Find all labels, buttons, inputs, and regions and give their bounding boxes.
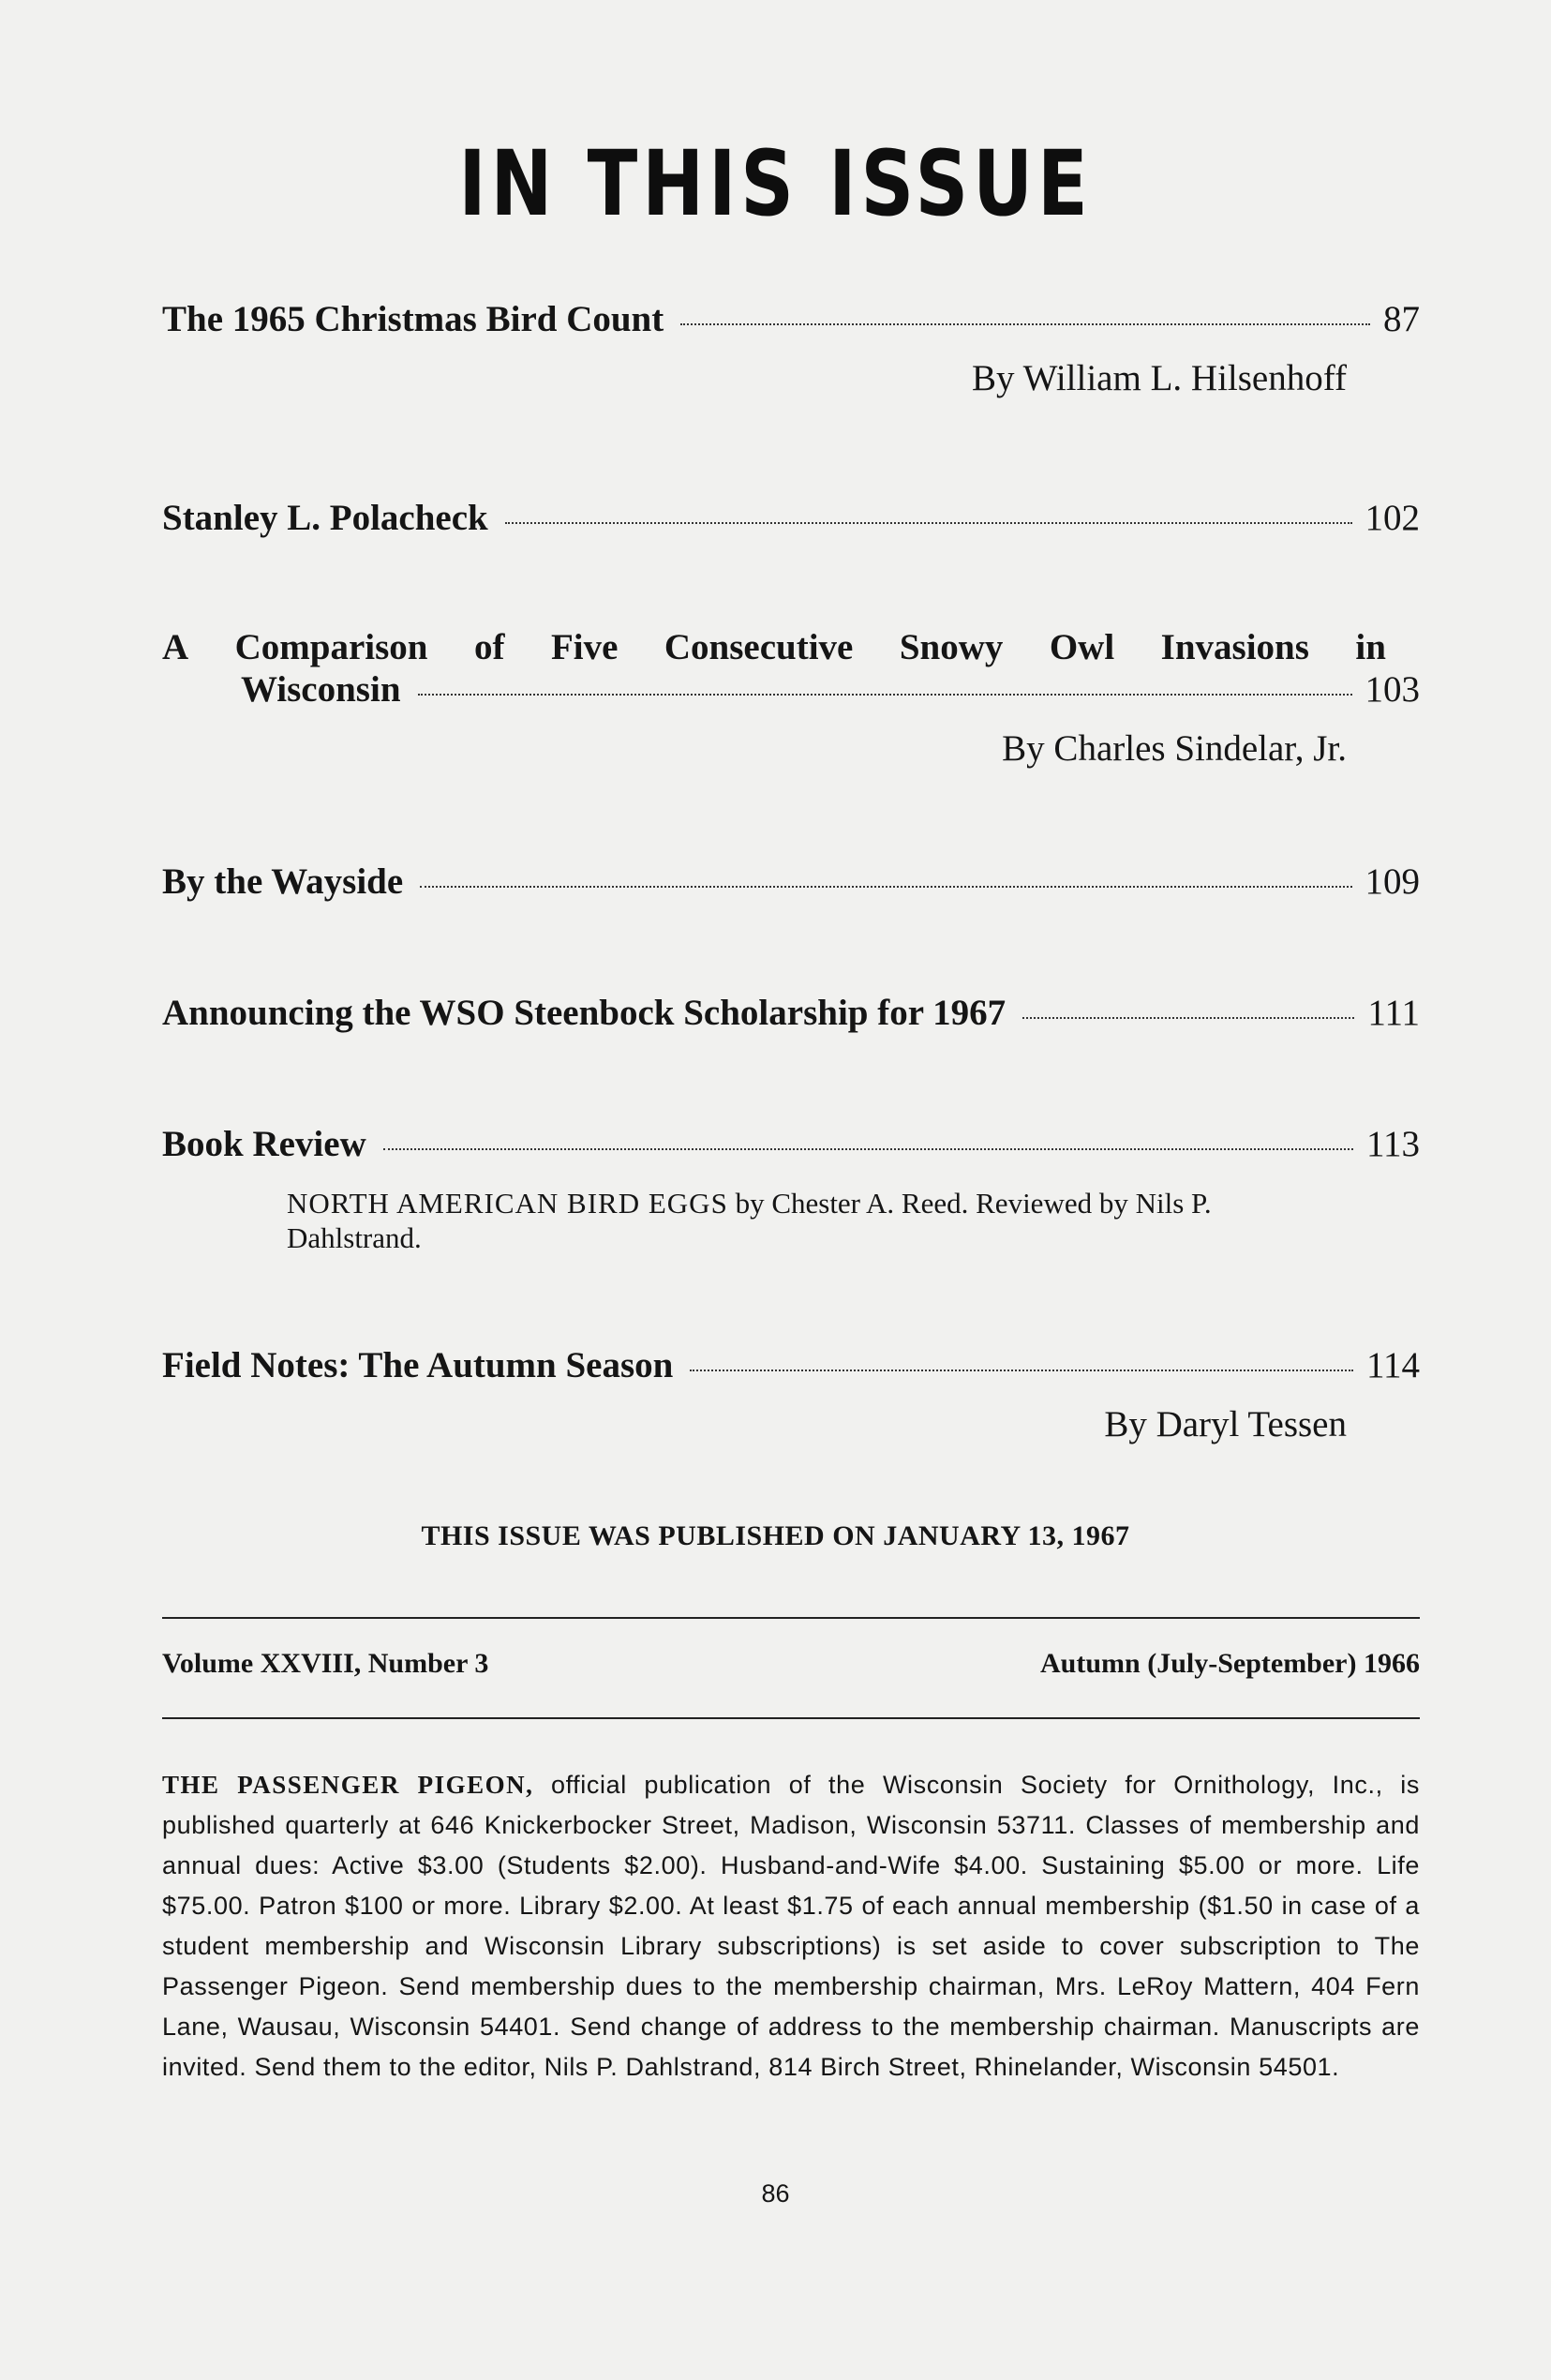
title-word: Snowy xyxy=(899,627,1004,667)
entry-byline: By Charles Sindelar, Jr. xyxy=(1002,728,1347,769)
entry-title: Announcing the WSO Steenbock Scholarship for 1967 xyxy=(162,993,1007,1033)
title-word: Comparison xyxy=(234,627,428,667)
divider xyxy=(162,1717,1420,1719)
publication-info xyxy=(162,1765,1420,2088)
toc-entry xyxy=(162,626,1420,770)
dot-leader xyxy=(1022,1017,1354,1019)
dot-leader xyxy=(505,522,1352,524)
toc-row xyxy=(162,861,1420,903)
entry-title: Stanley L. Polacheck xyxy=(162,498,488,538)
toc-row xyxy=(162,668,1420,711)
page-title: IN THIS ISSUE xyxy=(458,131,1093,236)
entry-title: Book Review xyxy=(162,1124,366,1164)
page-number: 86 xyxy=(761,2179,790,2208)
title-word: Five xyxy=(550,627,619,667)
entry-title-line2: Wisconsin xyxy=(241,669,401,710)
entry-title: Field Notes: The Autumn Season xyxy=(162,1345,674,1385)
title-word: A xyxy=(162,627,189,667)
publication-date-notice: THIS ISSUE WAS PUBLISHED ON JANUARY 13, 1967 xyxy=(421,1520,1130,1551)
entry-page: 114 xyxy=(1365,1345,1420,1385)
entry-page: 113 xyxy=(1365,1124,1420,1164)
entry-page: 87 xyxy=(1383,299,1420,339)
publication-details: official publication of the Wisconsin Society for Ornithology, Inc., is published quarterly at 646 Knickerbocker Street, Madison, Wisconsin 53711. Classes of membership and annual dues: Active $3.00 (Students $2.00). Husband-and-Wife $4.00. Sustaining $5.00 or more. Life $75.00. Patron $100 or more. Library $2.00. At least $1.75 of each annual membership ($1.50 in case of a student membership and Wisconsin Library subscriptions) is set aside to cover subscription to The Passenger Pigeon. Send membership dues to the membership chairman, Mrs. LeRoy Mattern, 404 Fern Lane, Wausau, Wisconsin 54401. Send change of address to the membership chairman. Manuscripts are invited. Send them to the editor, Nils P. Dahlstrand, 814 Birch Street, Rhinelander, Wisconsin 54501. xyxy=(162,1771,1420,2081)
entry-title: By the Wayside xyxy=(162,861,404,902)
entry-title: The 1965 Christmas Bird Count xyxy=(162,299,664,339)
entry-byline: By William L. Hilsenhoff xyxy=(972,358,1347,398)
book-title: NORTH AMERICAN BIRD EGGS xyxy=(287,1187,728,1220)
entry-page: 102 xyxy=(1365,498,1420,538)
toc-row xyxy=(162,497,1420,539)
title-word: of xyxy=(473,627,505,667)
title-word: Invasions xyxy=(1160,627,1309,667)
publication-name: THE PASSENGER PIGEON, xyxy=(162,1771,534,1799)
entry-title-line1 xyxy=(162,626,1420,668)
toc-row xyxy=(162,992,1420,1034)
title-word: Owl xyxy=(1049,627,1115,667)
volume-number: Volume XXVIII, Number 3 xyxy=(162,1648,489,1679)
book-details: by Chester A. Reed. Reviewed by Nils P. Dahlstrand. xyxy=(287,1187,1212,1255)
toc-entry xyxy=(162,1123,1420,1255)
toc-entry xyxy=(162,497,1420,539)
dot-leader xyxy=(418,694,1352,696)
toc-entry xyxy=(162,992,1420,1034)
toc-row xyxy=(162,1123,1420,1165)
toc-entry xyxy=(162,861,1420,903)
title-word: in xyxy=(1355,627,1386,667)
dot-leader xyxy=(690,1370,1353,1371)
entry-page: 111 xyxy=(1367,993,1420,1033)
toc-entry xyxy=(162,1344,1420,1445)
toc-entry xyxy=(162,298,1420,399)
dot-leader xyxy=(680,323,1370,325)
entry-byline: By Daryl Tessen xyxy=(1104,1404,1347,1444)
toc-row xyxy=(162,298,1420,340)
entry-page: 109 xyxy=(1365,861,1420,902)
dot-leader xyxy=(420,886,1351,888)
dot-leader xyxy=(383,1148,1353,1150)
toc-row xyxy=(162,1344,1420,1386)
entry-page: 103 xyxy=(1365,669,1420,710)
divider xyxy=(162,1617,1420,1619)
season: Autumn (July-September) 1966 xyxy=(1040,1648,1420,1679)
entry-subtitle xyxy=(287,1186,1318,1255)
volume-line xyxy=(162,1648,1420,1680)
title-word: Consecutive xyxy=(664,627,854,667)
